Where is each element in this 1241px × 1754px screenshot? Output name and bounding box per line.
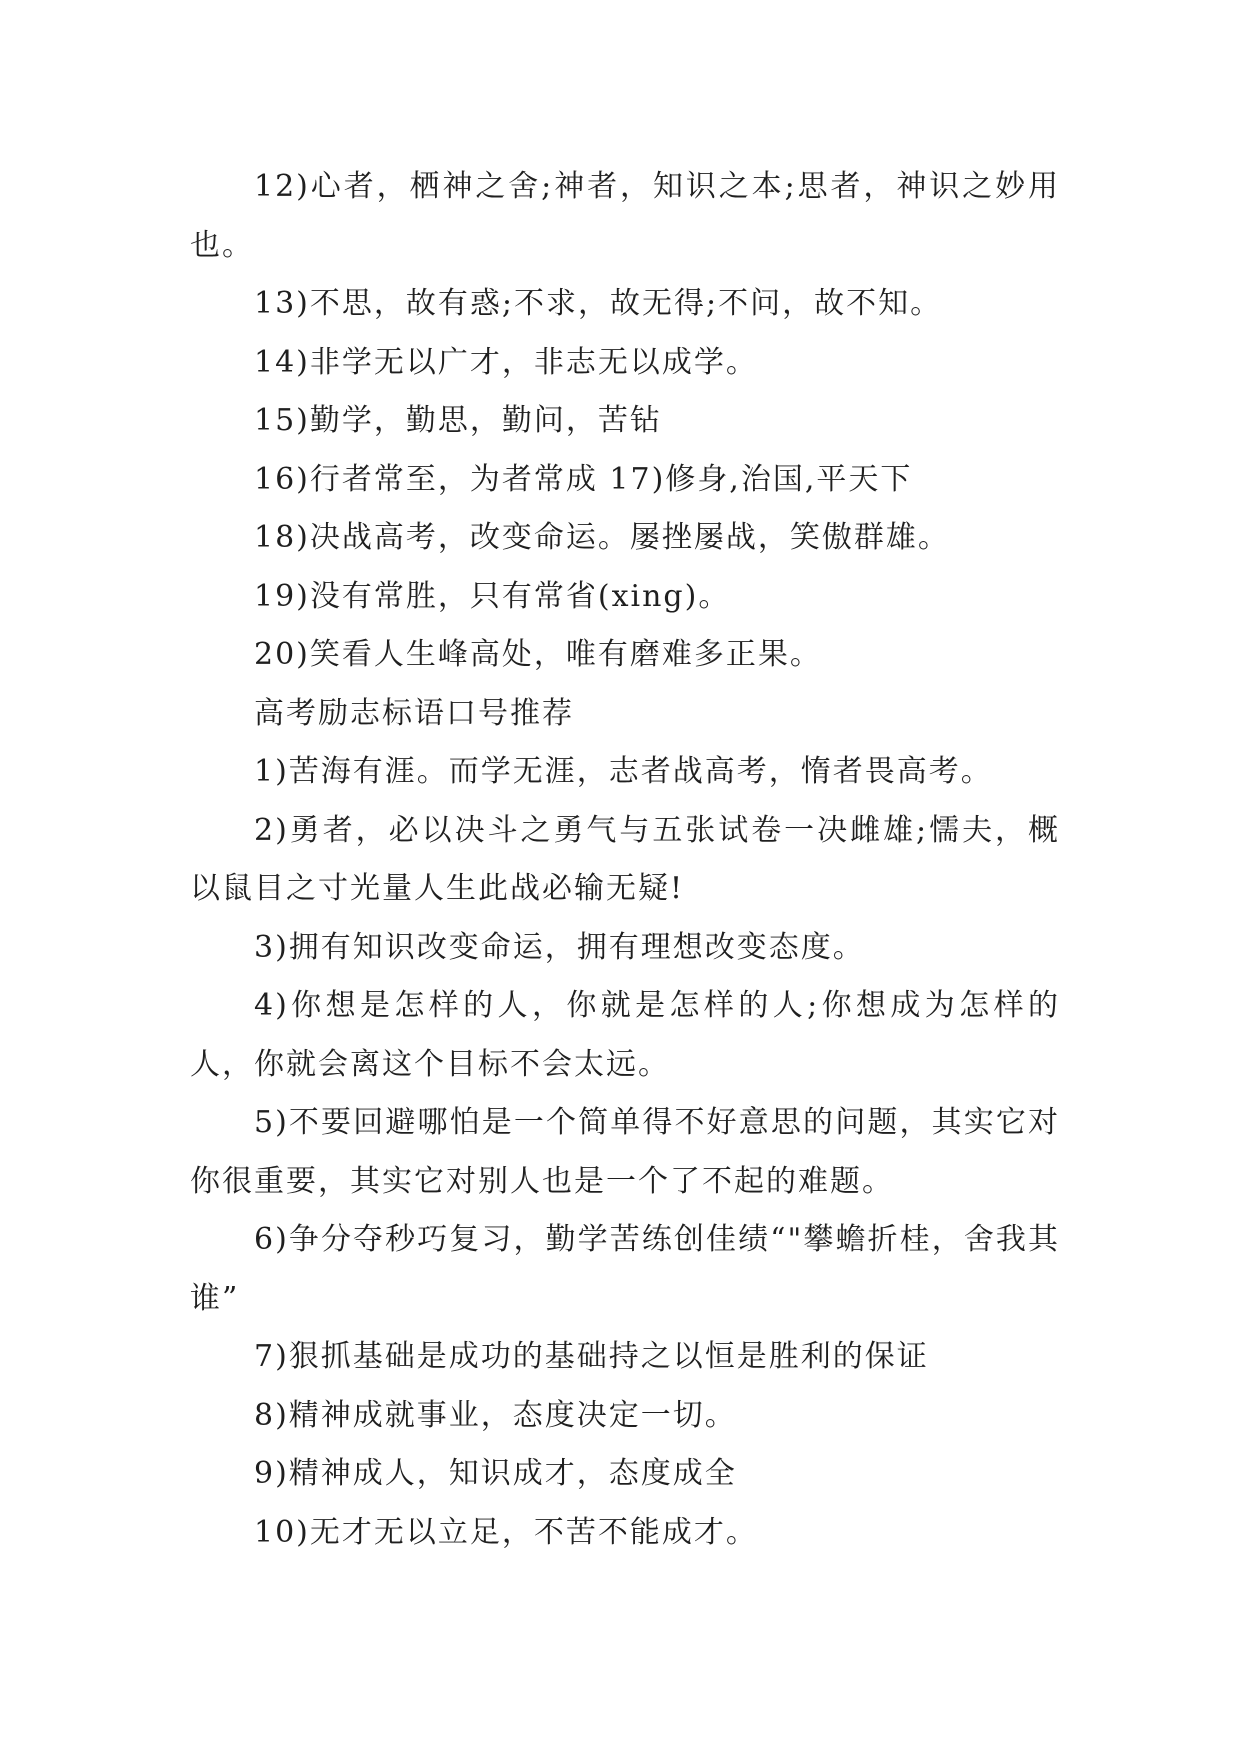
paragraph: 3)拥有知识改变命运，拥有理想改变态度。 <box>254 929 865 965</box>
paragraph: 8)精神成就事业，态度决定一切。 <box>254 1397 737 1433</box>
paragraph: 7)狠抓基础是成功的基础持之以恒是胜利的保证 <box>254 1339 929 1374</box>
paragraph: 15)勤学，勤思，勤问，苦钻 <box>254 403 662 438</box>
paragraph: 14)非学无以广才，非志无以成学。 <box>254 344 758 380</box>
paragraph: 2)勇者，必以决斗之勇气与五张试卷一决雌雄;懦夫，概以鼠目之寸光量人生此战必输无疑! <box>190 812 1060 906</box>
section-heading: 高考励志标语口号推荐 <box>254 695 574 731</box>
paragraph: 12)心者，栖神之舍;神者，知识之本;思者，神识之妙用也。 <box>190 169 1060 263</box>
paragraph: 18)决战高考，改变命运。屡挫屡战，笑傲群雄。 <box>254 520 950 555</box>
paragraph: 4)你想是怎样的人，你就是怎样的人;你想成为怎样的人，你就会离这个目标不会太远。 <box>190 988 1060 1082</box>
paragraph: 19)没有常胜，只有常省(xing)。 <box>254 578 731 614</box>
paragraph: 20)笑看人生峰高处，唯有磨难多正果。 <box>254 637 822 672</box>
paragraph: 5)不要回避哪怕是一个简单得不好意思的问题，其实它对你很重要，其实它对别人也是一个了不起的难题。 <box>190 1105 1060 1199</box>
paragraph: 10)无才无以立足，不苦不能成才。 <box>254 1514 758 1550</box>
document-body <box>190 158 1060 1562</box>
paragraph: 1)苦海有涯。而学无涯，志者战高考，惰者畏高考。 <box>254 754 993 789</box>
paragraph: 13)不思，故有惑;不求，故无得;不问，故不知。 <box>254 286 943 321</box>
paragraph: 9)精神成人，知识成才，态度成全 <box>254 1456 737 1491</box>
paragraph: 16)行者常至，为者常成 17)修身,治国,平天下 <box>254 461 913 497</box>
paragraph: 6)争分夺秒巧复习，勤学苦练创佳绩“"攀蟾折桂，舍我其谁” <box>190 1222 1060 1316</box>
